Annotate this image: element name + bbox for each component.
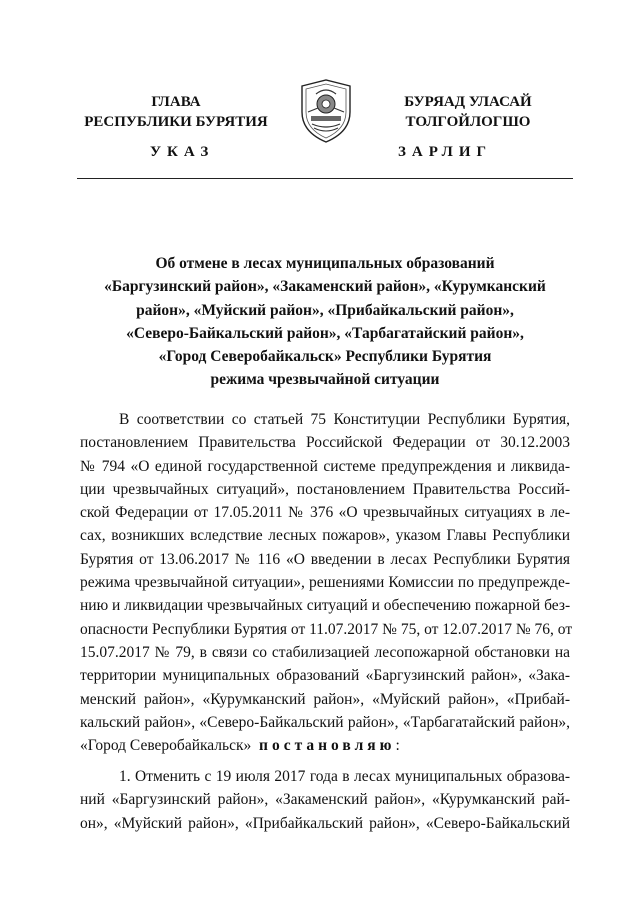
header-right-line2: ТОЛГОЙЛОГШО <box>405 114 531 130</box>
paragraph-last-line <box>80 734 570 757</box>
paragraph-line: № 794 «О единой государственной системе предупреждения и ликвида- <box>80 457 570 475</box>
preamble-paragraph <box>80 408 573 757</box>
title-line: Об отмене в лесах муниципальных образований <box>155 255 495 272</box>
paragraph-line: территории муниципальных образований «Баргузинский район», «Зака- <box>80 667 570 685</box>
title-line: «Город Северобайкальск» Республики Бурятия <box>158 348 492 366</box>
coat-of-arms-icon <box>298 78 354 144</box>
resolve-keyword: постановляю <box>259 737 396 755</box>
paragraph-line: он», «Муйский район», «Прибайкальский район», «Северо-Байкальский <box>80 814 570 832</box>
header-divider <box>77 178 573 179</box>
paragraph-line: Бурятия от 13.06.2017 № 116 «О введении в лесах Республики Бурятия <box>80 550 570 568</box>
paragraph-last-prefix: «Город Северобайкальск» <box>80 737 252 755</box>
paragraph-line: сах, возникших вследствие лесных пожаров», указом Главы Республики <box>80 527 570 545</box>
header-left-line1: ГЛАВА <box>151 94 201 110</box>
header-right-line1: БУРЯАД УЛАСАЙ <box>404 94 532 110</box>
paragraph-line: постановлением Правительства Российской Федерации от 30.12.2003 <box>80 434 570 452</box>
doc-type-right: ЗАРЛИГ <box>398 144 493 160</box>
paragraph-line: кальский район», «Северо-Байкальский район», «Тарбагатайский район», <box>80 713 570 731</box>
paragraph-line: опасности Республики Бурятия от 11.07.2017 № 75, от 12.07.2017 № 76, от <box>80 620 573 638</box>
paragraph-line: нию и ликвидации чрезвычайных ситуаций и обеспечению пожарной без- <box>80 597 571 615</box>
paragraph-line: ской Федерации от 17.05.2011 № 376 «О чрезвычайных ситуациях в ле- <box>80 504 570 522</box>
title-line: режима чрезвычайной ситуации <box>210 371 440 389</box>
clause-1-paragraph <box>80 765 570 835</box>
title-line: район», «Муйский район», «Прибайкальский район», <box>136 301 514 319</box>
header-left-block <box>60 92 292 132</box>
paragraph-line: ции чрезвычайных ситуаций», постановлением Правительства Россий- <box>80 480 570 498</box>
paragraph-line: режима чрезвычайной ситуации», решениями Комиссии по предупрежде- <box>80 574 570 592</box>
paragraph-line: 1. Отменить с 19 июля 2017 года в лесах муниципальных образова- <box>119 768 570 785</box>
paragraph-line: ний «Баргузинский район», «Закаменский район», «Курумканский рай- <box>80 791 570 809</box>
paragraph-line: менский район», «Курумканский район», «Муйский район», «Прибай- <box>80 690 570 708</box>
header-right-block <box>360 92 576 132</box>
decree-title <box>80 252 570 392</box>
title-line: «Баргузинский район», «Закаменский район», «Курумканский <box>104 278 546 296</box>
doc-type-left: УКАЗ <box>150 144 215 160</box>
header-left-line2: РЕСПУБЛИКИ БУРЯТИЯ <box>84 114 268 130</box>
paragraph-last-suffix: : <box>395 737 400 755</box>
paragraph-line: В соответствии со статьей 75 Конституции Республики Бурятия, <box>119 411 570 428</box>
paragraph-line: 15.07.2017 № 79, в связи со стабилизацией лесопожарной обстановки на <box>80 643 570 661</box>
title-line: «Северо-Байкальский район», «Тарбагатайский район», <box>126 324 524 342</box>
